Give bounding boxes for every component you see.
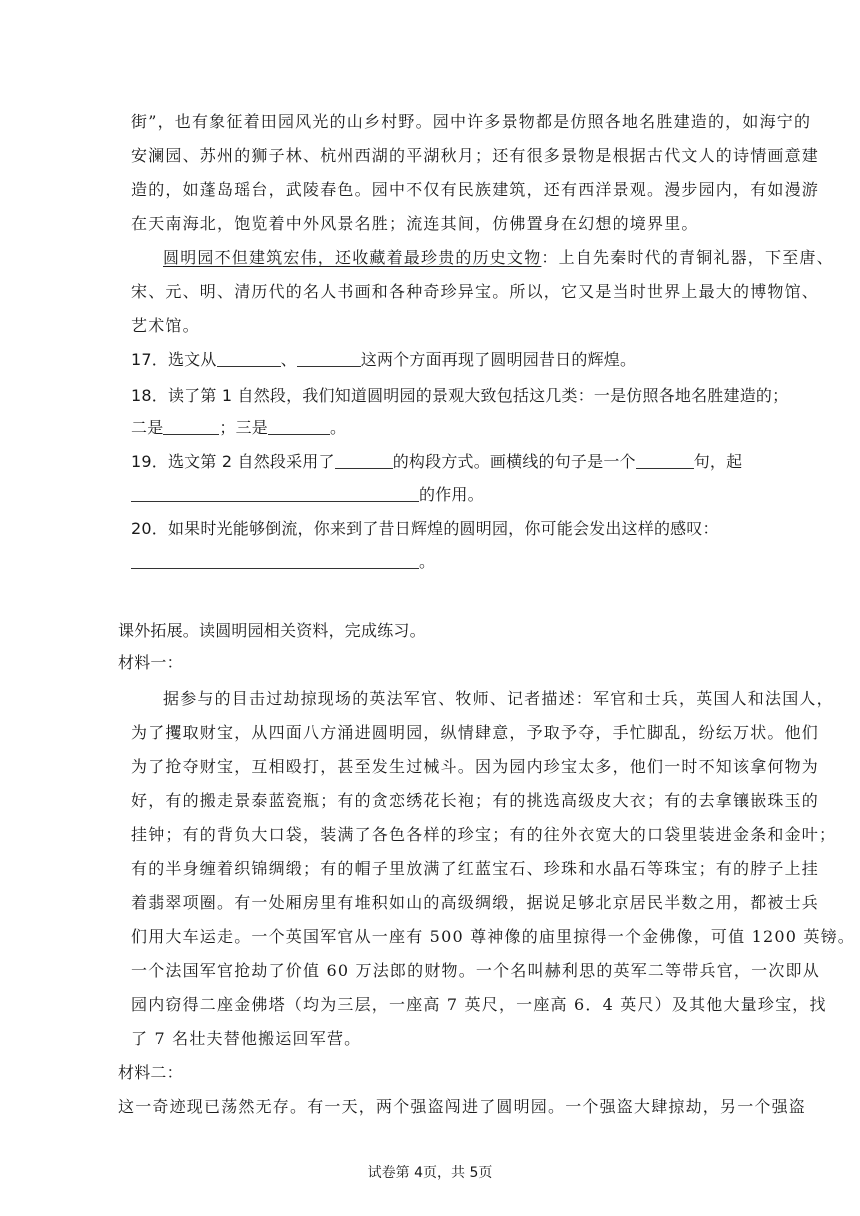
passage-paragraph-2-line: 圆明园不但建筑宏伟，还收藏着最珍贵的历史文物：上自先秦时代的青铜礼器，下至唐、	[163, 248, 834, 267]
answer-blank[interactable]	[297, 350, 361, 367]
passage-line: 安澜园、苏州的狮子林、杭州西湖的平湖秋月；还有很多景物是根据古代文人的诗情画意建	[131, 146, 820, 165]
question-19-continued: 的作用。	[131, 484, 731, 506]
material-1-line: 们用大车运走。一个英国军官从一座有 500 尊神像的庙里掠得一个金佛像，可值 1200 英镑。	[131, 927, 856, 946]
material-1-line: 好，有的搬走景泰蓝瓷瓶；有的贪恋绣花长袍；有的挑选高级皮大衣；有的去拿镶嵌珠玉的	[131, 791, 820, 810]
answer-blank[interactable]	[636, 452, 694, 469]
answer-blank[interactable]	[163, 418, 219, 435]
passage-line: 宋、元、明、清历代的名人书画和各种奇珍异宝。所以，它又是当时世界上最大的博物馆、	[131, 282, 820, 301]
passage-line: 街”，也有象征着田园风光的山乡村野。园中许多景物都是仿照各地名胜建造的，如海宁的	[131, 112, 812, 131]
material-1-line: 园内窃得二座金佛塔（均为三层，一座高 7 英尺，一座高 6．4 英尺）及其他大量珍宝，找	[131, 995, 827, 1014]
answer-blank[interactable]	[131, 552, 419, 569]
material-1-line: 一个法国军官抢劫了价值 60 万法郎的财物。一个名叫赫利思的英军二等带兵官，一次即从	[131, 961, 820, 980]
question-18: 18．读了第 1 自然段，我们知道圆明园的景观大致包括这几类：一是仿照各地名胜建造的；	[131, 386, 789, 405]
material-1-line: 有的半身缠着织锦绸缎；有的帽子里放满了红蓝宝石、珍珠和水晶石等珠宝；有的脖子上挂	[131, 859, 820, 878]
passage-line: 艺术馆。	[131, 316, 200, 335]
answer-blank[interactable]	[335, 452, 393, 469]
material-2-label: 材料二：	[118, 1063, 183, 1082]
page-footer: 试卷第 4页，共 5页	[367, 1165, 493, 1181]
material-1-line: 着翡翠项圈。有一处厢房里有堆积如山的高级绸缎，据说足够北京居民半数之用，都被士兵	[131, 893, 820, 912]
material-1-line: 为了抢夺财宝，互相殴打，甚至发生过械斗。因为园内珍宝太多，他们一时不知该拿何物为	[131, 757, 820, 776]
answer-blank[interactable]	[131, 485, 419, 502]
underlined-sentence: 圆明园不但建筑宏伟，还收藏着最珍贵的历史文物	[163, 248, 542, 267]
answer-blank[interactable]	[217, 350, 281, 367]
material-2-line: 这一奇迹现已荡然无存。有一天，两个强盗闯进了圆明园。一个强盗大肆掠劫，另一个强盗	[118, 1097, 807, 1116]
passage-line: 造的，如蓬岛瑶台，武陵春色。园中不仅有民族建筑，还有西洋景观。漫步园内，有如漫游	[131, 180, 820, 199]
material-1-line: 据参与的目击过劫掠现场的英法军官、牧师、记者描述：军官和士兵，英国人和法国人，	[163, 689, 834, 708]
answer-blank[interactable]	[268, 418, 330, 435]
passage-line: 在天南海北，饱览着中外风景名胜；流连其间，仿佛置身在幻想的境界里。	[131, 214, 699, 233]
question-20-continued: 。	[131, 551, 731, 573]
question-19: 19．选文第 2 自然段采用了 的构段方式。画横线的句子是一个 句，起	[131, 452, 743, 471]
question-17: 17．选文从 、 这两个方面再现了圆明园昔日的辉煌。	[131, 350, 637, 369]
material-1-line: 了 7 名壮夫替他搬运回军营。	[131, 1029, 362, 1048]
material-1-label: 材料一：	[118, 653, 183, 672]
material-1-line: 为了攫取财宝，从四面八方涌进圆明园，纵情肆意，予取予夺，手忙脚乱，纷纭万状。他们	[131, 723, 820, 742]
section-heading: 课外拓展。读圆明园相关资料，完成练习。	[118, 621, 426, 640]
question-18-continued: 二是 ；三是 。	[131, 418, 347, 437]
material-1-line: 挂钟；有的背负大口袋，装满了各色各样的珍宝；有的往外衣宽大的口袋里装进金条和金叶；	[131, 825, 837, 844]
question-20: 20．如果时光能够倒流，你来到了昔日辉煌的圆明园，你可能会发出这样的感叹：	[131, 519, 719, 538]
